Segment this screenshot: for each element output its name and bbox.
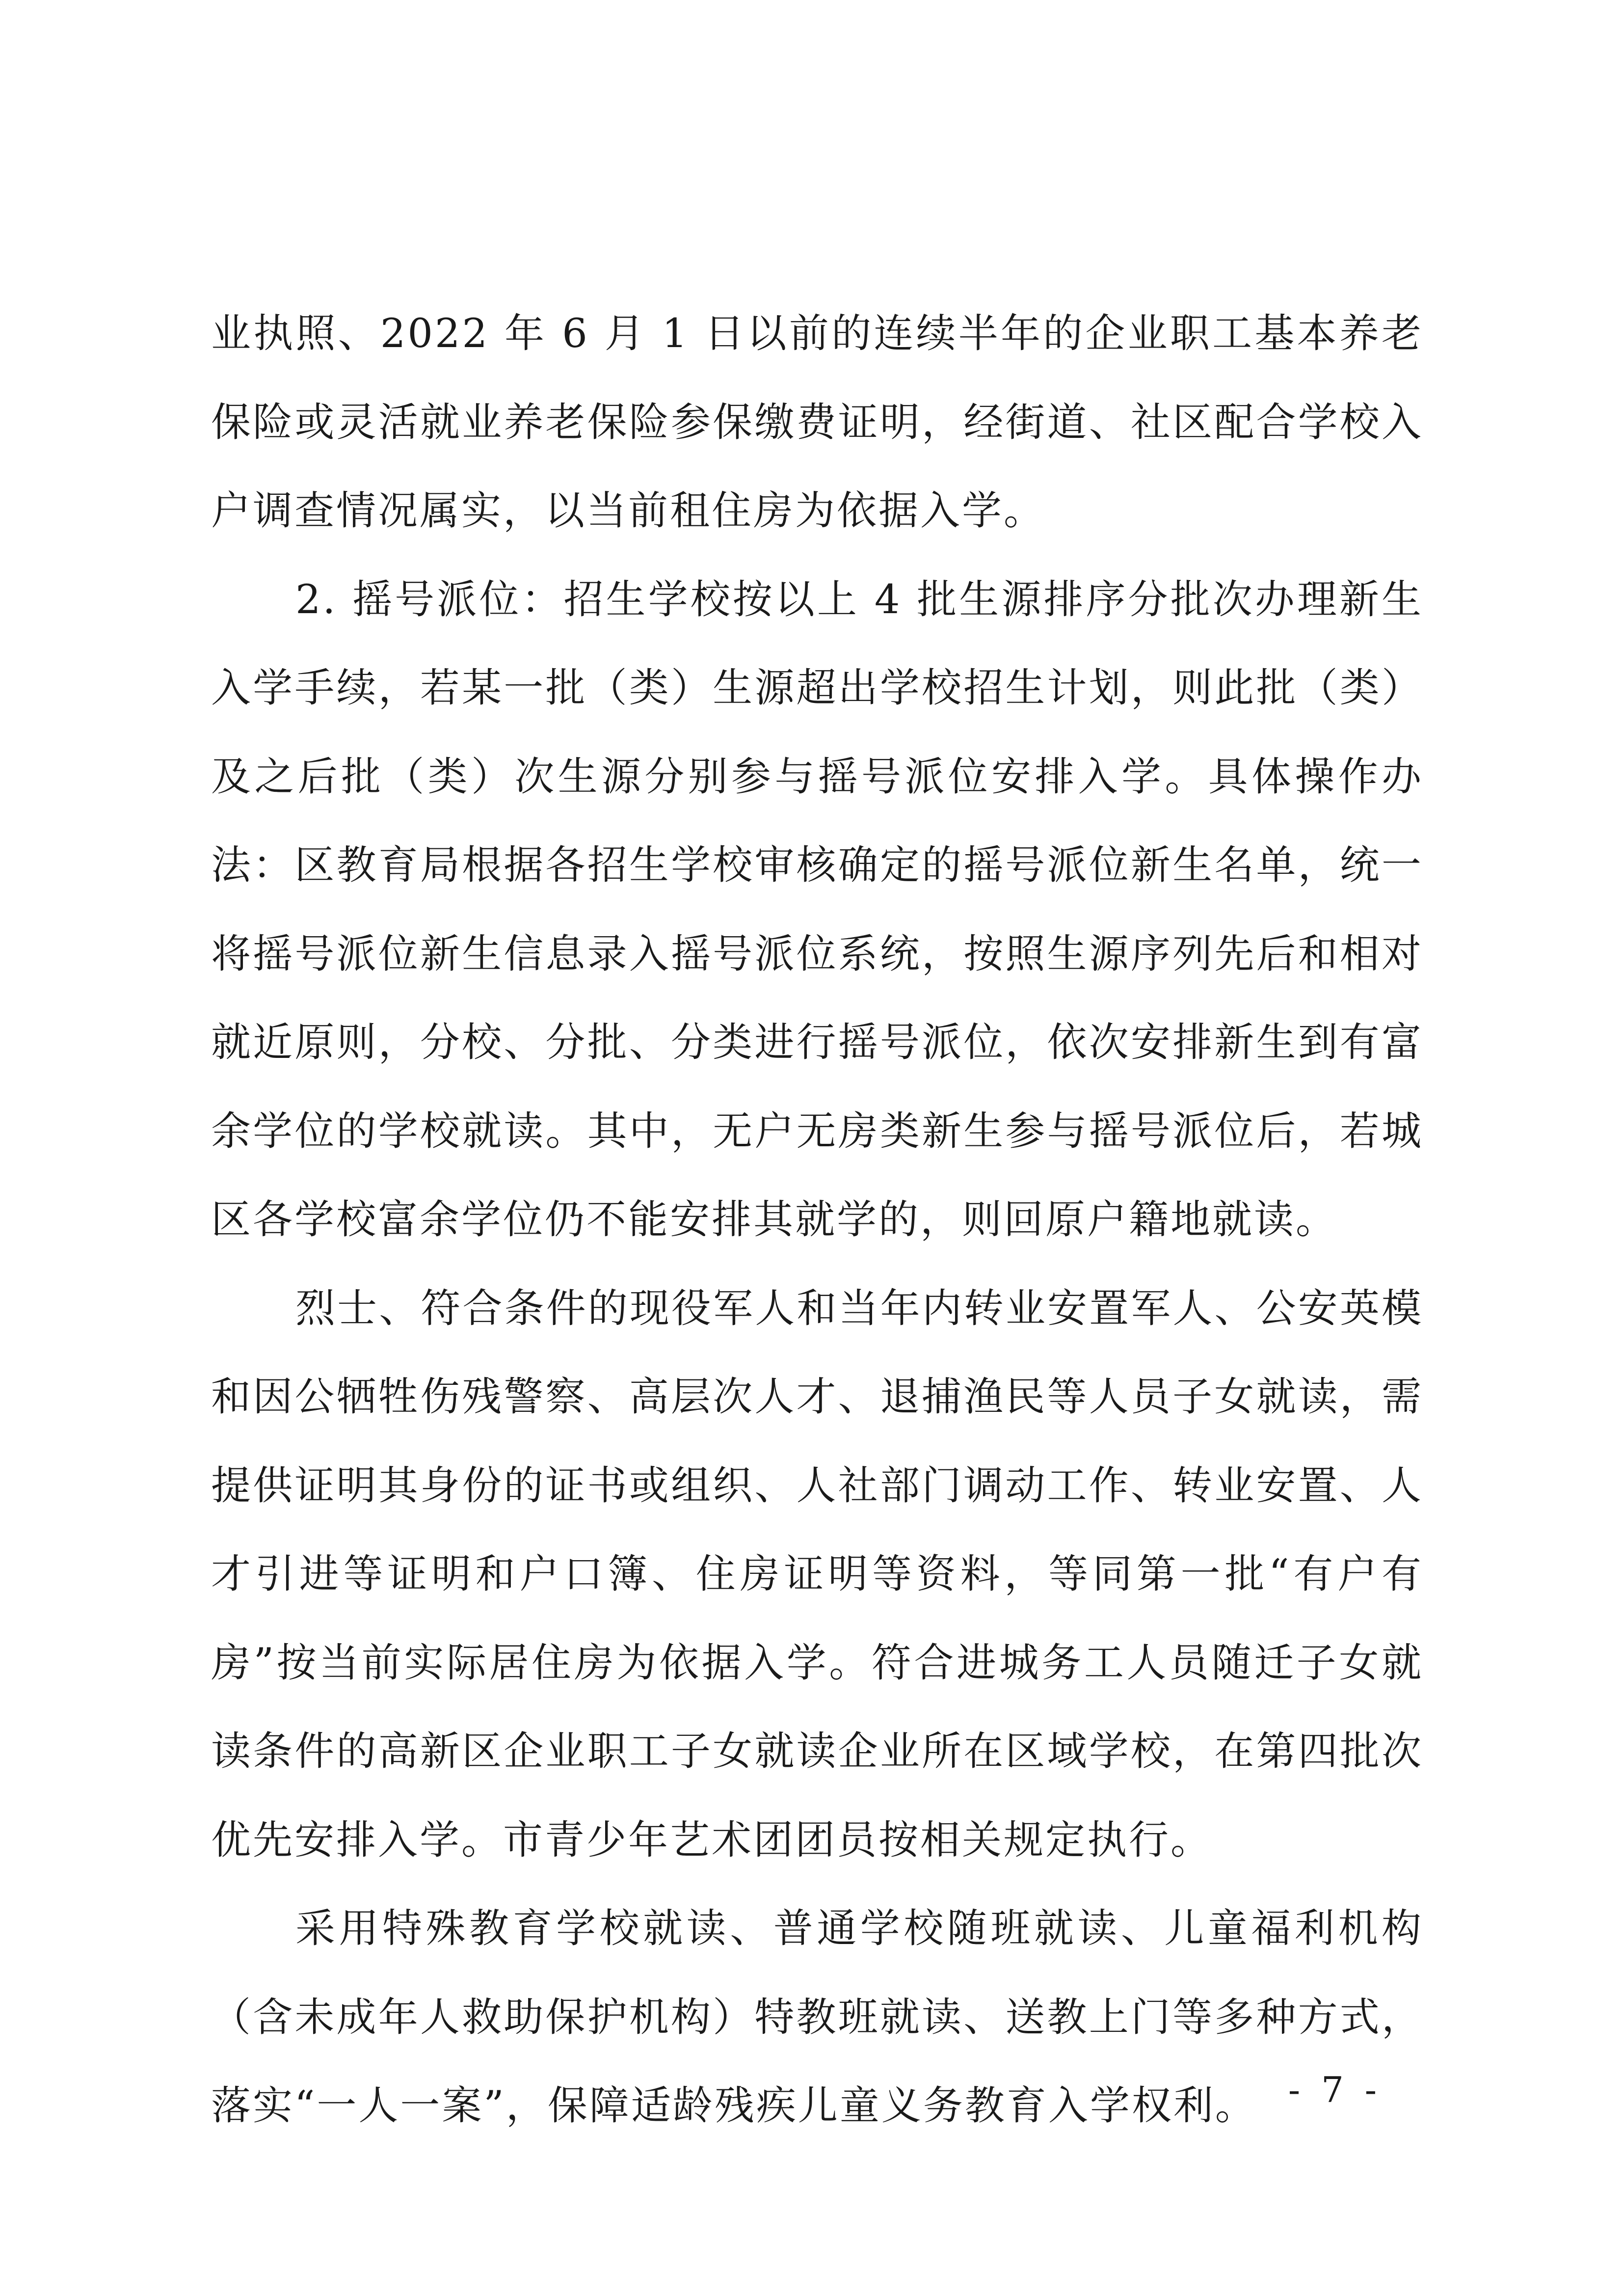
document-body — [211, 290, 1423, 2151]
paragraph-disabled-children: 采用特殊教育学校就读、普通学校随班就读、儿童福利机构（含未成年人救助保护机构）特教班就读、送教上门等多种方式，落实“一人一案”，保障适龄残疾儿童义务教育入学权利。 — [211, 1906, 1423, 2129]
paragraph-special-groups: 烈士、符合条件的现役军人和当年内转业安置军人、公安英模和因公牺牲伤残警察、高层次人才、退捕渔民等人员子女就读，需提供证明其身份的证书或组织、人社部门调动工作、转业安置、人才引进等证明和户口簿、住房证明等资料，等同第一批“有户有房”按当前实际居住房为依据入学。符合进城务工人员随迁子女就读条件的高新区企业职工子女就读企业所在区域学校，在第四批次优先安排入学。市青少年艺术团团员按相关规定执行。 — [211, 1285, 1423, 1864]
page-number: - 7 - — [1288, 2069, 1382, 2110]
paragraph-continuation: 业执照、2022 年 6 月 1 日以前的连续半年的企业职工基本养老保险或灵活就业养老保险参保缴费证明，经街道、社区配合学校入户调查情况属实，以当前租住房为依据入学。 — [211, 311, 1423, 534]
paragraph-lottery-assignment: 2. 摇号派位：招生学校按以上 4 批生源排序分批次办理新生入学手续，若某一批（类）生源超出学校招生计划，则此批（类）及之后批（类）次生源分别参与摇号派位安排入学。具体操作办法：区教育局根据各招生学校审核确定的摇号派位新生名单，统一将摇号派位新生信息录入摇号派位系统，按照生源序列先后和相对就近原则，分校、分批、分类进行摇号派位，依次安排新生到有富余学位的学校就读。其中，无户无房类新生参与摇号派位后，若城区各学校富余学位仍不能安排其就学的，则回原户籍地就读。 — [211, 576, 1423, 1243]
